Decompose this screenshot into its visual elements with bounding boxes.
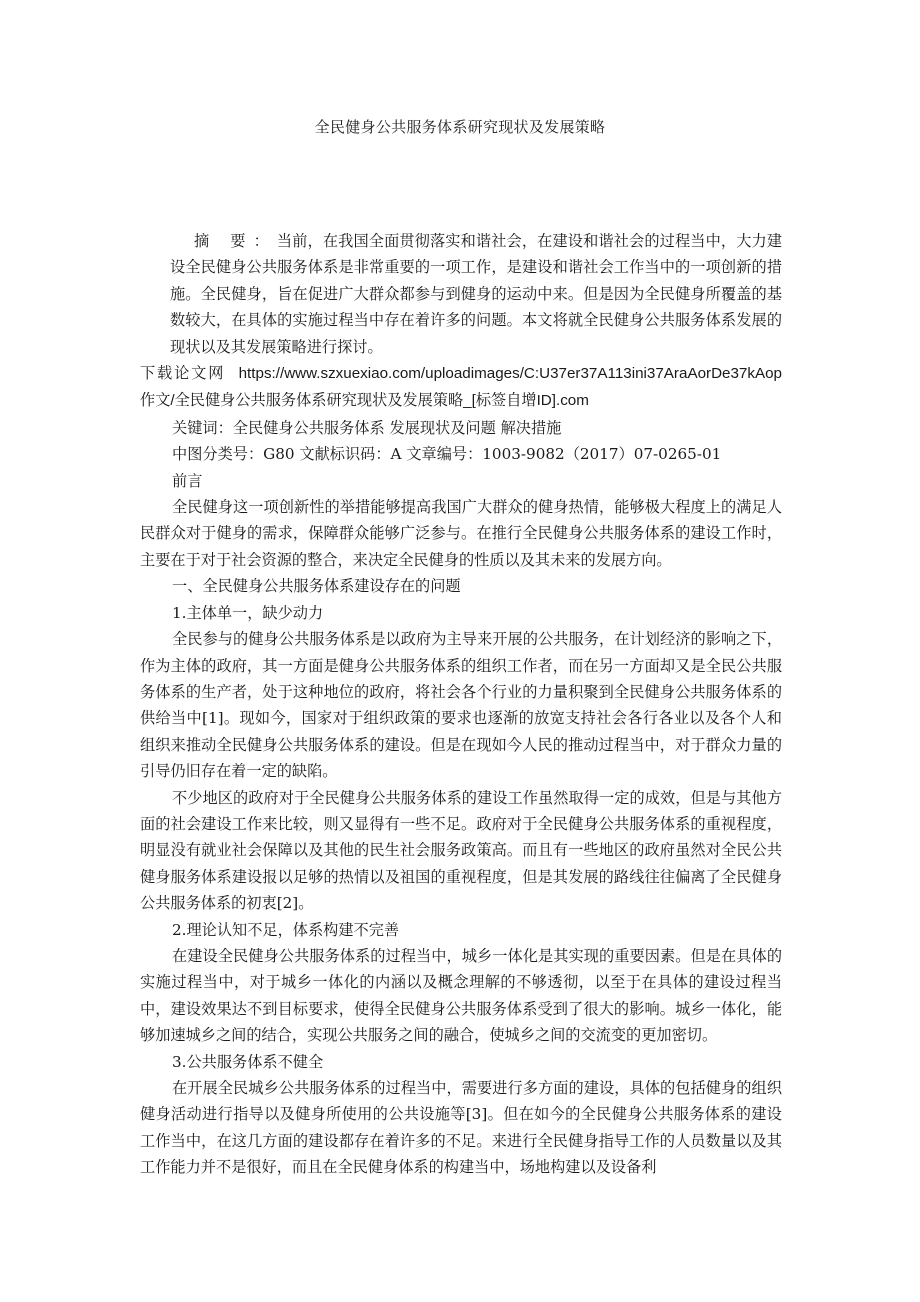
- subsection-heading-1: 1.主体单一，缺少动力: [172, 603, 324, 622]
- preface-paragraph: 全民健身这一项创新性的举措能够提高我国广大群众的健身热情，能够极大程度上的满足人民群众对于健身的需求，保障群众能够广泛参与。在推行全民健身公共服务体系的建设工作时，主要在于对于社会资源的整合，来决定全民健身的性质以及其未来的发展方向。: [140, 498, 782, 569]
- preface-heading: 前言: [172, 471, 203, 490]
- download-line: [140, 360, 782, 415]
- body-paragraph: 全民参与的健身公共服务体系是以政府为主导来开展的公共服务，在计划经济的影响之下，作为主体的政府，其一方面是健身公共服务体系的组织工作者，而在另一方面却又是全民公共服务体系的生产者，处于这种地位的政府，将社会各个行业的力量积聚到全民健身公共服务体系的供给当中[1]。现如今，国家对于组织政策的要求也逐渐的放宽支持社会各行各业以及各个人和组织来推动全民健身公共服务体系的建设。但是在现如今人民的推动过程当中，对于群众力量的引导仍旧存在着一定的缺陷。: [140, 630, 782, 781]
- abstract-label: 摘 要：: [194, 232, 277, 250]
- download-link[interactable]: https://www.szxuexiao.com/uploadimages/C:U37er37A113ini37AraAorDe37kAop作文/全民健身公共服务体系研究现状及发展策略_[标签自增ID].com: [140, 365, 782, 410]
- keywords-line: 关键词：全民健身公共服务体系 发展现状及问题 解决措施: [172, 418, 562, 437]
- body-paragraph: 在开展全民城乡公共服务体系的过程当中，需要进行多方面的建设，具体的包括健身的组织健身活动进行指导以及健身所使用的公共设施等[3]。但在如今的全民健身公共服务体系的建设工作当中，在这几方面的建设都存在着许多的不足。来进行全民健身指导工作的人员数量以及其工作能力并不是很好，而且在全民健身体系的构建当中，场地构建以及设备利: [140, 1079, 782, 1177]
- document-body: [140, 228, 782, 1181]
- abstract-text: 当前，在我国全面贯彻落实和谐社会，在建设和谐社会的过程当中，大力建设全民健身公共服务体系是非常重要的一项工作，是建设和谐社会工作当中的一项创新的措施。全民健身，旨在促进广大群众都参与到健身的运动中来。但是因为全民健身所覆盖的基数较大，在具体的实施过程当中存在着许多的问题。本文将就全民健身公共服务体系发展的现状以及其发展策略进行探讨。: [170, 232, 783, 356]
- body-paragraph: 不少地区的政府对于全民健身公共服务体系的建设工作虽然取得一定的成效，但是与其他方面的社会建设工作来比较，则又显得有一些不足。政府对于全民健身公共服务体系的重视程度，明显没有就业社会保障以及其他的民生社会服务政策高。而且有一些地区的政府虽然对全民公共健身服务体系建设报以足够的热情以及祖国的重视程度，但是其发展的路线往往偏离了全民健身公共服务体系的初衷[2]。: [140, 788, 782, 913]
- subsection-heading-3: 3.公共服务体系不健全: [172, 1052, 324, 1071]
- document-title: 全民健身公共服务体系研究现状及发展策略: [314, 118, 606, 136]
- classification-line: 中图分类号：G80 文献标识码：A 文章编号：1003-9082（2017）07-0265-01: [172, 445, 722, 464]
- body-paragraph: 在建设全民健身公共服务体系的过程当中，城乡一体化是其实现的重要因素。但是在具体的实施过程当中，对于城乡一体化的内涵以及概念理解的不够透彻，以至于在具体的建设过程当中，建设效果达不到目标要求，使得全民健身公共服务体系受到了很大的影响。城乡一体化，能够加速城乡之间的结合，实现公共服务之间的融合，使城乡之间的交流变的更加密切。: [140, 946, 782, 1045]
- abstract-paragraph: [140, 228, 782, 360]
- download-label: 下载论文网: [140, 364, 226, 383]
- subsection-heading-2: 2.理论认知不足，体系构建不完善: [172, 920, 400, 939]
- section-heading: 一、全民健身公共服务体系建设存在的问题: [172, 577, 461, 596]
